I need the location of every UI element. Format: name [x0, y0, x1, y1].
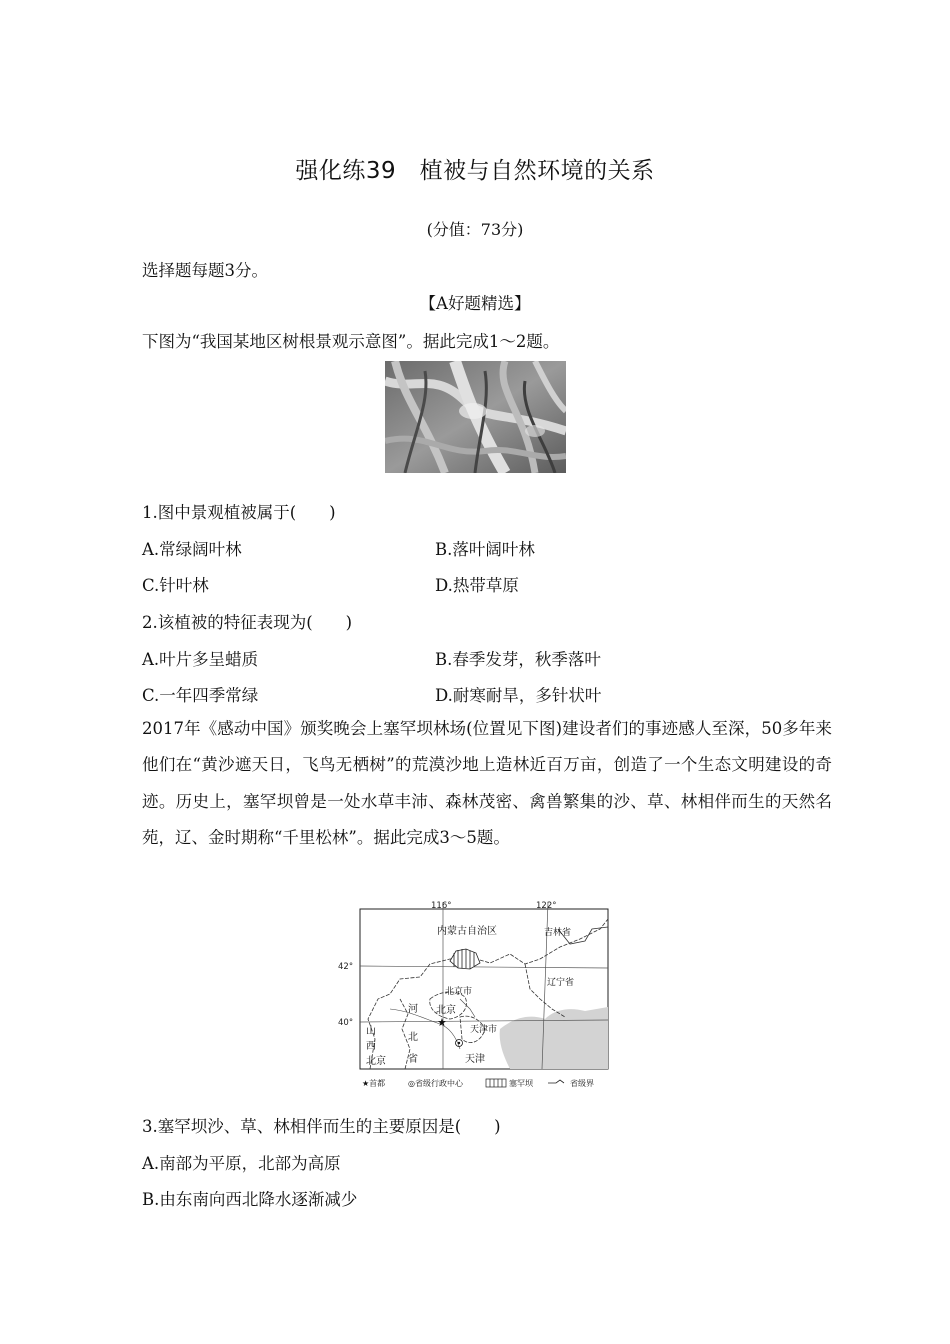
label-inner-mongolia: 内蒙古自治区: [437, 926, 497, 937]
capital-star-icon: ★: [437, 1016, 447, 1029]
lat-42-label: 42°: [338, 962, 354, 972]
q2-option-b: B.春季发芽，秋季落叶: [435, 650, 601, 669]
legend-saihanba: 塞罕坝: [509, 1079, 533, 1088]
label-tianjin: 天津: [465, 1054, 485, 1065]
q2-option-d: D.耐寒耐旱，多针状叶: [435, 686, 602, 705]
q3-stem: 3.塞罕坝沙、草、林相伴而生的主要原因是( ): [142, 1117, 501, 1136]
q2-option-c: C.一年四季常绿: [142, 686, 259, 705]
legend-border-swatch: [548, 1080, 564, 1083]
legend-capital: ★首都: [362, 1079, 386, 1088]
label-xi: 西: [366, 1041, 376, 1052]
lat-40-label: 40°: [338, 1018, 354, 1028]
lon-122-label: 122°: [536, 901, 557, 911]
label-sheng-hebei: 省: [408, 1054, 418, 1065]
q12-stem: 下图为“我国某地区树根景观示意图”。据此完成1～2题。: [142, 332, 560, 351]
label-liaoning: 辽宁省: [547, 978, 575, 988]
q1-option-b: B.落叶阔叶林: [435, 540, 535, 559]
q2-stem: 2.该植被的特征表现为( ): [142, 613, 353, 632]
saihanba-location-map: [330, 899, 615, 1089]
q1-stem: 1.图中景观植被属于( ): [142, 503, 336, 522]
q3-option-b: B.由东南向西北降水逐渐减少: [142, 1190, 358, 1209]
label-shan: 山: [366, 1026, 376, 1037]
passage-text: 2017年《感动中国》颁奖晚会上塞罕坝林场(位置见下图)建设者们的事迹感人至深，50多年来他们在“黄沙遮天日，飞鸟无栖树”的荒漠沙地上造林近百万亩，创造了一个生态文明建设的奇迹。历史上，塞罕坝曾是一处水草丰沛、森林茂密、禽兽繁集的沙、草、林相伴而生的天然名苑，辽、金时期称“千里松林”。据此完成3～5题。: [142, 719, 832, 848]
q3-option-a: A.南部为平原，北部为高原: [142, 1154, 341, 1173]
legend-border: 省级界: [570, 1079, 594, 1088]
tree-roots-photo: [385, 361, 566, 473]
intro-text: 选择题每题3分。: [142, 261, 268, 280]
legend-saihanba-swatch: [486, 1079, 506, 1087]
q1-option-d: D.热带草原: [435, 576, 519, 595]
label-he: 河: [408, 1004, 418, 1015]
q1-option-c: C.针叶林: [142, 576, 209, 595]
label-beijing-city: 北京市: [445, 987, 473, 997]
legend-provincial-center: ◎省级行政中心: [408, 1079, 463, 1088]
page-title: 强化练39 植被与自然环境的关系: [295, 158, 655, 184]
label-beijing: 北京: [436, 1005, 456, 1016]
label-bei: 北: [408, 1032, 418, 1043]
label-sheng-shanxi: 北京: [366, 1056, 386, 1067]
q2-option-a: A.叶片多呈蜡质: [142, 650, 259, 669]
lon-116-label: 116°: [431, 901, 452, 911]
label-tianjin-city: 天津市: [470, 1025, 498, 1035]
q1-option-a: A.常绿阔叶林: [142, 540, 242, 559]
score-note: (分值：73分): [426, 220, 524, 239]
section-heading: 【A好题精选】: [419, 294, 531, 313]
label-jilin: 吉林省: [544, 928, 572, 938]
